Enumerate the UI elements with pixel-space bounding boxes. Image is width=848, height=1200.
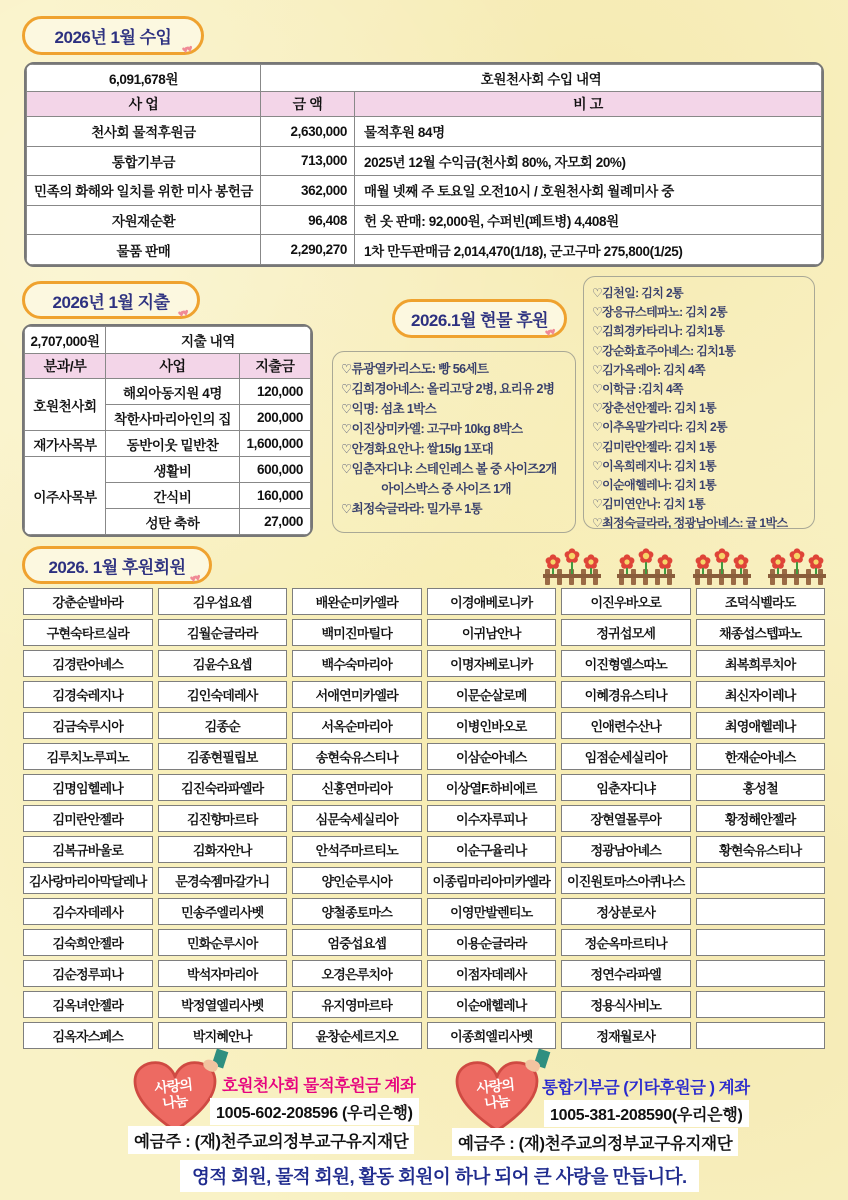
- member-cell: 김진숙라파엘라: [158, 774, 288, 801]
- expense-header-business: 사업: [106, 354, 240, 379]
- member-cell: 김인숙데레사: [158, 681, 288, 708]
- member-cell: 이점자데레사: [427, 960, 557, 987]
- expense-header-dept: 분과/부: [25, 354, 106, 379]
- member-cell: 박정열엘리사벳: [158, 991, 288, 1018]
- income-table-body: [27, 117, 822, 265]
- member-cell: 채종섭스텝파노: [696, 619, 826, 646]
- inkind-item: ♡장응규스테파노: 김치 2통: [592, 305, 728, 320]
- expense-header-amount: 지출금: [240, 354, 311, 379]
- member-cell: 김옥녀안젤라: [23, 991, 153, 1018]
- member-cell: 김화자안나: [158, 836, 288, 863]
- inkind-item: ♡김희경카타리나: 김치1통: [592, 324, 725, 339]
- member-cell: 민송주엘리사벳: [158, 898, 288, 925]
- member-cell: 최영애헬레나: [696, 712, 826, 739]
- inkind-item: ♡이추옥말가리다: 김치 2통: [592, 420, 728, 435]
- inkind-item: ♡최정숙글라라, 정광남아녜스: 귤 1박스: [592, 516, 788, 531]
- inkind-item: ♡임춘자디냐: 스테인레스 볼 중 사이즈2개: [341, 462, 557, 476]
- member-cell: 이귀남안나: [427, 619, 557, 646]
- income-badge: [22, 16, 204, 55]
- account1-number: 1005-602-208596 (우리은행): [210, 1098, 419, 1125]
- member-cell: 이종림마리아미카엘라: [427, 867, 557, 894]
- member-cell: 김옥자스페스: [23, 1022, 153, 1049]
- member-row: [23, 929, 825, 956]
- member-row: [23, 867, 825, 894]
- member-cell: 김종현필립보: [158, 743, 288, 770]
- member-cell: 구현숙타르실라: [23, 619, 153, 646]
- member-cell: [696, 1022, 826, 1049]
- member-row: [23, 588, 825, 615]
- member-cell: 이순구율리나: [427, 836, 557, 863]
- member-cell: 홍성철: [696, 774, 826, 801]
- member-cell: 황정해안젤라: [696, 805, 826, 832]
- expense-dept: 이주사목부: [25, 457, 106, 535]
- member-cell: 이명자베로니카: [427, 650, 557, 677]
- member-cell: 한재순아네스: [696, 743, 826, 770]
- member-cell: 정광남아녜스: [561, 836, 691, 863]
- expense-row: 성탄 축하 27,000: [25, 509, 311, 535]
- member-row: [23, 991, 825, 1018]
- member-cell: [696, 991, 826, 1018]
- member-cell: 이진원토마스아퀴나스: [561, 867, 691, 894]
- member-cell: 이순애헬레나: [427, 991, 557, 1018]
- member-cell: 민화순루시아: [158, 929, 288, 956]
- member-row: [23, 836, 825, 863]
- members-table: [18, 584, 830, 1053]
- member-cell: 송현숙유스티나: [292, 743, 422, 770]
- member-cell: 정용식사비노: [561, 991, 691, 1018]
- member-cell: [696, 867, 826, 894]
- inkind-badge-label: 2026.1월 현물 후원: [411, 311, 549, 330]
- inkind-list-left: [332, 351, 576, 533]
- member-cell: 심문숙세실리아: [292, 805, 422, 832]
- member-cell: 최신자이레나: [696, 681, 826, 708]
- member-cell: 안석주마르티노: [292, 836, 422, 863]
- member-cell: 오경은루치아: [292, 960, 422, 987]
- member-cell: 김경란아녜스: [23, 650, 153, 677]
- member-cell: 이경애베로니카: [427, 588, 557, 615]
- inkind-item: ♡최정숙글라라: 밀가루 1통: [341, 502, 483, 516]
- inkind-item: ♡류광열카리스도: 빵 56세트: [341, 362, 489, 376]
- member-cell: 김월순글라라: [158, 619, 288, 646]
- member-cell: 김순정루피나: [23, 960, 153, 987]
- member-cell: 김루치노루피노: [23, 743, 153, 770]
- member-cell: 김미란안젤라: [23, 805, 153, 832]
- member-cell: 정연수라파엘: [561, 960, 691, 987]
- member-cell: 정상분로사: [561, 898, 691, 925]
- members-badge: [22, 546, 212, 584]
- member-cell: 이영만발렌티노: [427, 898, 557, 925]
- donation-hand-icon: [522, 1050, 548, 1076]
- expense-row: 간식비 160,000: [25, 483, 311, 509]
- inkind-item: ♡김미란안젤라: 김치 1통: [592, 439, 717, 454]
- account2-number: 1005-381-208590(우리은행): [544, 1100, 749, 1127]
- expense-dept: 재가사목부: [25, 431, 106, 457]
- member-cell: 김진향마르타: [158, 805, 288, 832]
- inkind-item: ♡이학금 :김치 4쪽: [592, 382, 684, 397]
- member-cell: 임점순세실리아: [561, 743, 691, 770]
- inkind-item: ♡강순화효주아녜스: 김치1통: [592, 343, 736, 358]
- income-row: 천사회 물적후원금 2,630,000 물적후원 84명: [27, 117, 822, 147]
- member-cell: [696, 929, 826, 956]
- member-cell: [696, 898, 826, 925]
- member-cell: 김종순: [158, 712, 288, 739]
- member-cell: 김수자데레사: [23, 898, 153, 925]
- member-cell: 이진우바오로: [561, 588, 691, 615]
- inkind-item: ♡이진상미카엘: 고구마 10kg 8박스: [341, 422, 523, 436]
- expense-title: 지출 내역: [106, 327, 311, 354]
- expense-row: 착한사마리아인의 집 200,000: [25, 405, 311, 431]
- member-cell: 정귀섭모세: [561, 619, 691, 646]
- income-table: [24, 62, 824, 267]
- member-cell: 윤창순세르지오: [292, 1022, 422, 1049]
- expense-table-body: [25, 379, 311, 535]
- member-cell: 임춘자디냐: [561, 774, 691, 801]
- account1-holder: 예금주 : (재)천주교의정부교구유지재단: [128, 1126, 414, 1154]
- inkind-item: ♡김천일: 김치 2통: [592, 286, 684, 300]
- income-row: 자원재순환 96,408 헌 옷 판매: 92,000원, 수퍼빈(페트병) 4,408원: [27, 205, 822, 235]
- expense-row: 호원천사회 해외아동지원 4명 120,000: [25, 379, 311, 405]
- member-cell: [696, 960, 826, 987]
- member-cell: 황현숙유스티나: [696, 836, 826, 863]
- member-cell: 유지영마르타: [292, 991, 422, 1018]
- inkind-item: ♡김미연안나: 김치 1통: [592, 497, 706, 512]
- member-cell: 인애련수산나: [561, 712, 691, 739]
- inkind-item: ♡장춘선안젤라: 김치 1통: [592, 401, 717, 416]
- income-header-row: [27, 92, 822, 117]
- expense-table: [22, 324, 313, 537]
- inkind-item: ♡김희경아네스: 올리고당 2병, 요리유 2병: [341, 382, 555, 396]
- inkind-list-right: [583, 276, 815, 529]
- hearts-icon: ♥♥: [180, 43, 193, 57]
- member-row: [23, 805, 825, 832]
- member-cell: 이종희엘리사벳: [427, 1022, 557, 1049]
- expense-row: 재가사목부 동반이웃 밑반찬 1,600,000: [25, 431, 311, 457]
- expense-header-row: [25, 354, 311, 379]
- income-row: 물품 판매 2,290,270 1차 만두판매금 2,014,470(1/18), 군고구마 275,800(1/25): [27, 235, 822, 265]
- account1-title: 호원천사회 물적후원금 계좌: [222, 1077, 416, 1095]
- member-cell: 서옥순마리아: [292, 712, 422, 739]
- member-cell: 이문순살로메: [427, 681, 557, 708]
- income-total: 6,091,678원: [27, 65, 261, 92]
- member-row: [23, 960, 825, 987]
- flower-fence-icon: [543, 547, 827, 587]
- member-cell: 박지혜안나: [158, 1022, 288, 1049]
- member-cell: 장현열몰루아: [561, 805, 691, 832]
- account2-title: 통합기부금 (기타후원금 ) 계좌: [542, 1079, 750, 1097]
- hearts-icon: ♥♥: [188, 572, 201, 586]
- member-cell: 이병인바오로: [427, 712, 557, 739]
- inkind-item: ♡이순애헬레나: 김치 1통: [592, 478, 717, 493]
- expense-badge-label: 2026년 1월 지출: [52, 292, 170, 312]
- expense-badge: [22, 281, 200, 319]
- account2-holder: 예금주 : (재)천주교의정부교구유지재단: [452, 1128, 738, 1156]
- income-row: 통합기부금 713,000 2025년 12월 수익금(천사회 80%, 자모회 20%): [27, 146, 822, 176]
- inkind-badge: [392, 299, 567, 338]
- member-cell: 김윤수요셉: [158, 650, 288, 677]
- members-badge-label: 2026. 1월 후원회원: [48, 557, 186, 577]
- member-cell: 이진형엘스따노: [561, 650, 691, 677]
- member-row: [23, 650, 825, 677]
- hearts-icon: ♥♥: [543, 326, 556, 340]
- heart-label: 사랑의 나눔: [475, 1076, 515, 1112]
- member-cell: 조덕식벨라도: [696, 588, 826, 615]
- member-cell: 배완순미카엘라: [292, 588, 422, 615]
- expense-total: 2,707,000원: [25, 327, 106, 354]
- inkind-item: ♡김가옥레아: 김치 4쪽: [592, 362, 706, 377]
- income-title: 호원천사회 수입 내역: [261, 65, 822, 92]
- member-cell: 백수숙마리아: [292, 650, 422, 677]
- member-cell: 김복규바울로: [23, 836, 153, 863]
- member-row: [23, 712, 825, 739]
- income-header-business: 사 업: [27, 92, 261, 117]
- member-cell: 강춘순발바라: [23, 588, 153, 615]
- member-cell: 정재월로사: [561, 1022, 691, 1049]
- member-cell: 김명임헬레나: [23, 774, 153, 801]
- member-row: [23, 619, 825, 646]
- income-row: 민족의 화해와 일치를 위한 미사 봉헌금 362,000 매월 넷째 주 토요일 오전10시 / 호원천사회 월례미사 중: [27, 176, 822, 206]
- inkind-item: 아이스박스 중 사이즈 1개: [341, 482, 511, 496]
- member-cell: 이용순글라라: [427, 929, 557, 956]
- heart-label: 사랑의 나눔: [153, 1076, 193, 1112]
- member-cell: 이수자루피나: [427, 805, 557, 832]
- member-cell: 이삼순아네스: [427, 743, 557, 770]
- member-cell: 김사랑마리아막달레나: [23, 867, 153, 894]
- member-cell: 김금숙루시아: [23, 712, 153, 739]
- member-row: [23, 681, 825, 708]
- inkind-item: ♡이옥희레지나: 김치 1통: [592, 458, 717, 473]
- member-cell: 양인순루시아: [292, 867, 422, 894]
- member-cell: 김숙희안젤라: [23, 929, 153, 956]
- income-badge-label: 2026년 1월 수입: [54, 28, 172, 47]
- member-row: [23, 774, 825, 801]
- expense-row: 이주사목부 생활비 600,000: [25, 457, 311, 483]
- member-cell: 김우섭요셉: [158, 588, 288, 615]
- inkind-item: ♡안경화요안나: 쌀15lg 1포대: [341, 442, 494, 456]
- member-row: [23, 898, 825, 925]
- expense-dept: 호원천사회: [25, 379, 106, 431]
- member-cell: 최복희루치아: [696, 650, 826, 677]
- member-cell: 문경숙젬마갈가니: [158, 867, 288, 894]
- member-cell: 양철종토마스: [292, 898, 422, 925]
- income-header-note: 비 고: [355, 92, 822, 117]
- member-cell: 김경숙레지나: [23, 681, 153, 708]
- member-cell: 신홍연마리아: [292, 774, 422, 801]
- member-cell: 박석자마리아: [158, 960, 288, 987]
- footer-slogan: 영적 회원, 물적 회원, 활동 회원이 하나 되어 큰 사랑을 만듭니다.: [180, 1160, 699, 1192]
- member-cell: 정순옥마르티나: [561, 929, 691, 956]
- inkind-item: ♡익명: 섬초 1박스: [341, 402, 437, 416]
- income-header-amount: 금 액: [261, 92, 355, 117]
- member-cell: 이혜경유스티나: [561, 681, 691, 708]
- member-row: [23, 1022, 825, 1049]
- member-cell: 이상열F.하비에르: [427, 774, 557, 801]
- member-cell: 서애연미카엘라: [292, 681, 422, 708]
- hearts-icon: ♥♥: [176, 307, 189, 321]
- member-cell: 엄중섭요셉: [292, 929, 422, 956]
- member-row: [23, 743, 825, 770]
- member-cell: 백미진마틸다: [292, 619, 422, 646]
